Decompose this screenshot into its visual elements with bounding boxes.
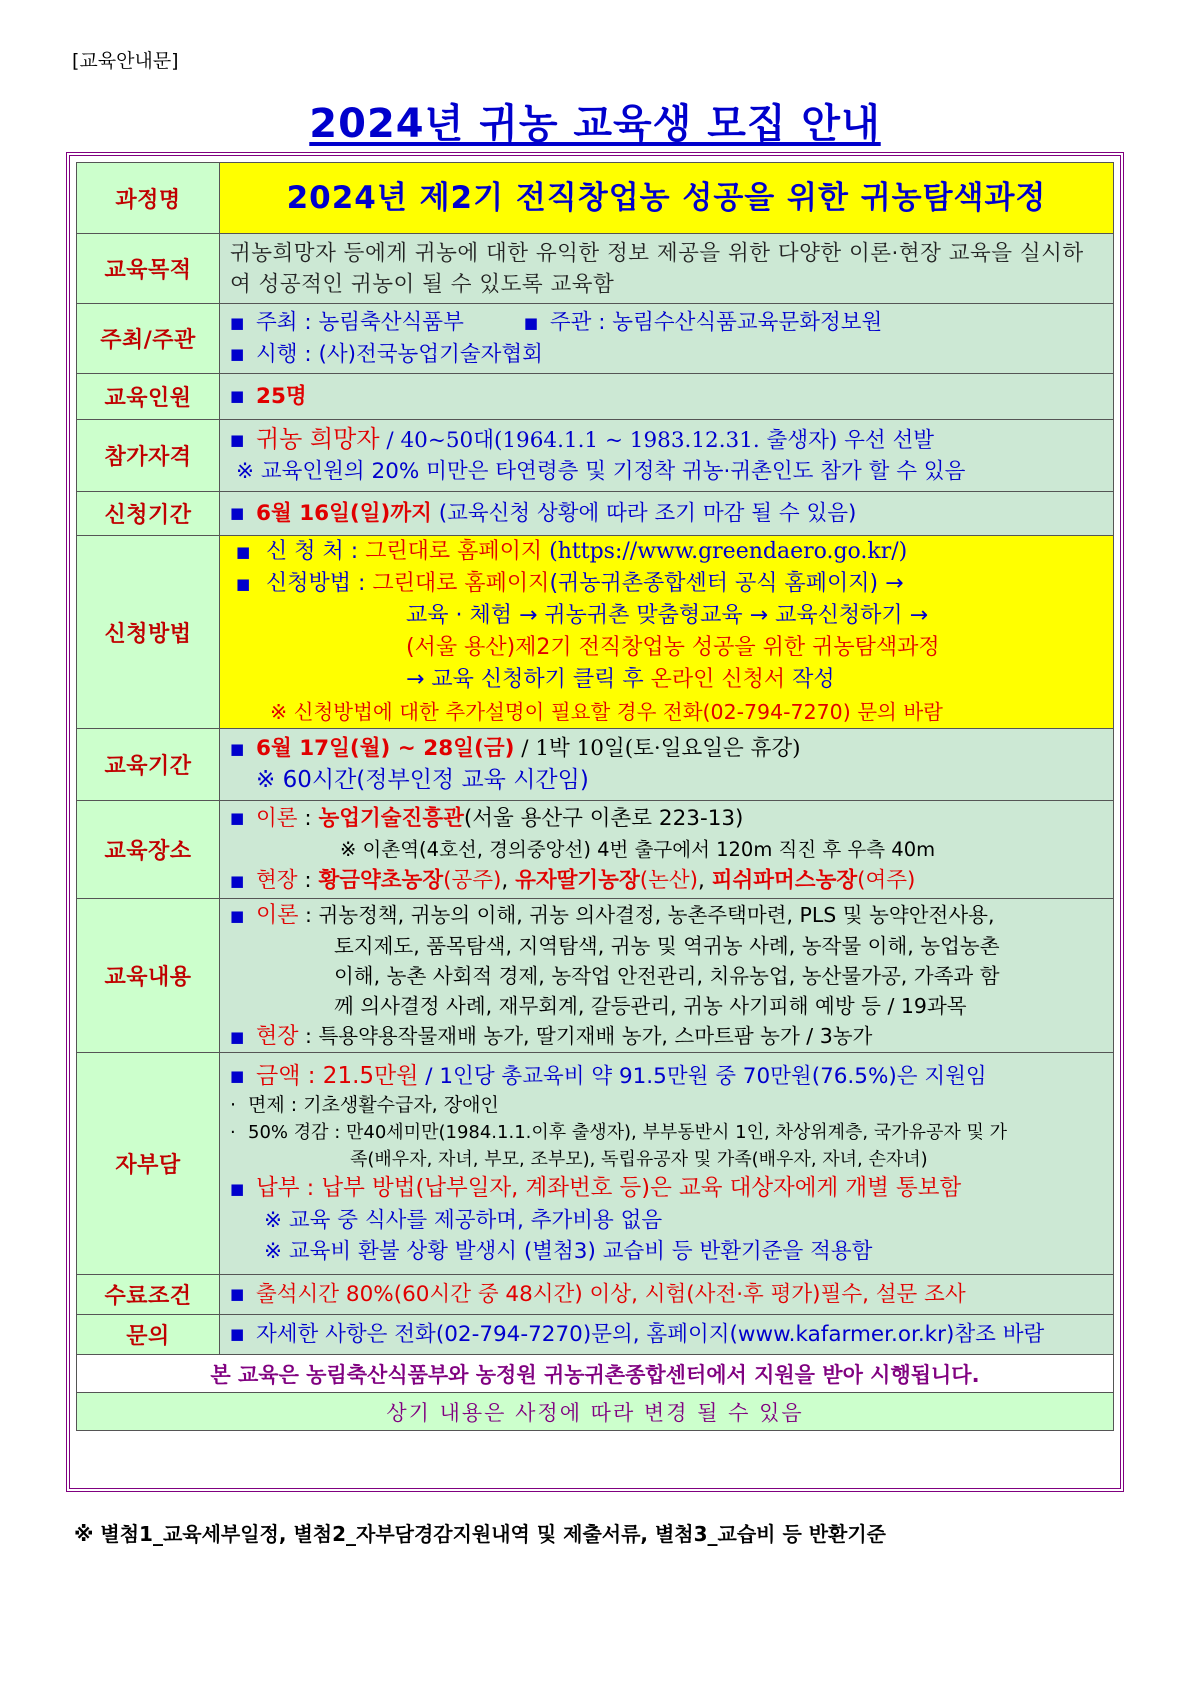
- bullet-square-icon: ■: [230, 504, 245, 523]
- eligibility-info: ■ 귀농 희망자 / 40~50대(1964.1.1 ~ 1983.12.31. 출생자) 우선 선발 ※ 교육인원의 20% 미만은 타연령층 및 기정착 귀농·귀촌인도 참가 할 수 있음: [220, 420, 1114, 492]
- change-notice: 상기 내용은 사정에 따라 변경 될 수 있음: [77, 1393, 1114, 1431]
- bullet-square-icon: ■: [230, 739, 245, 758]
- info-frame: [66, 152, 1124, 1492]
- label-content: 교육내용: [77, 899, 220, 1053]
- label-headcount: 교육인원: [77, 374, 220, 420]
- row-eligibility: [77, 420, 1114, 492]
- bullet-square-icon: ■: [236, 543, 251, 561]
- inquiry-info: ■ 자세한 사항은 전화(02-794-7270)문의, 홈페이지(www.kafarmer.or.kr)참조 바람: [220, 1315, 1114, 1355]
- headcount-value: ■ 25명: [220, 374, 1114, 420]
- row-completion: [77, 1275, 1114, 1315]
- apply-period-info: ■ 6월 16일(일)까지 (교육신청 상황에 따라 조기 마감 될 수 있음): [220, 492, 1114, 536]
- label-eligibility: 참가자격: [77, 420, 220, 492]
- cost-info: ■ 금액 : 21.5만원 / 1인당 총교육비 약 91.5만원 중 70만원(76.5%)은 지원임 · 면제 : 기초생활수급자, 장애인 · 50% 경감 : 만40세미만(1984.1.1.이후 출생자), 부부동반시 1인, 차상위계층, 국가유공자 및 가 족(배우자, 자녀, 부모, 조부모), 독립유공자 및 가족(배우자, 자녀, 손자녀) ■ 납부 : 납부 방법(납부일자, 계좌번호 등)은 교육 대상자에게 개별 통보함 ※ 교육 중 식사를 제공하며, 추가비용 없음 ※ 교육비 환불 상황 발생시 (별첨3) 교습비 등 반환기준을 적용함: [220, 1053, 1114, 1275]
- bullet-square-icon: ■: [230, 431, 245, 450]
- bullet-square-icon: ■: [523, 313, 539, 332]
- course-name: 2024년 제2기 전직창업농 성공을 위한 귀농탐색과정: [220, 163, 1114, 234]
- row-content: [77, 899, 1114, 1053]
- bullet-dot-icon: ·: [230, 1122, 236, 1143]
- row-host: [77, 304, 1114, 374]
- bullet-square-icon: ■: [230, 906, 245, 925]
- label-method: 신청방법: [77, 536, 220, 729]
- row-purpose: [77, 234, 1114, 304]
- bullet-square-icon: ■: [230, 1067, 245, 1085]
- row-apply-period: [77, 492, 1114, 536]
- label-course: 과정명: [77, 163, 220, 234]
- row-notice-change: [77, 1393, 1114, 1431]
- row-inquiry: [77, 1315, 1114, 1355]
- label-inquiry: 문의: [77, 1315, 220, 1355]
- label-cost: 자부담: [77, 1053, 220, 1275]
- purpose-text: 귀농희망자 등에게 귀농에 대한 유익한 정보 제공을 위한 다양한 이론·현장 교육을 실시하여 성공적인 귀농이 될 수 있도록 교육함: [220, 234, 1114, 304]
- content-info: ■ 이론 : 귀농정책, 귀농의 이해, 귀농 의사결정, 농촌주택마련, PLS 및 농약안전사용, 토지제도, 품목탐색, 지역탐색, 귀농 및 역귀농 사례, 농작물 이해, 농업농촌 이해, 농촌 사회적 경제, 농작업 안전관리, 치유농업, 농산물가공, 가족과 함 께 의사결정 사례, 재무회계, 갈등관리, 귀농 사기피해 예방 등 / 19과목 ■ 현장 : 특용약용작물재배 농가, 딸기재배 농가, 스마트팜 농가 / 3농가: [220, 899, 1114, 1053]
- row-cost: [77, 1053, 1114, 1275]
- row-course: [77, 163, 1114, 234]
- bullet-square-icon: ■: [230, 1027, 245, 1046]
- bullet-dot-icon: ·: [230, 1094, 237, 1116]
- bullet-square-icon: ■: [230, 313, 245, 332]
- row-notice-support: [77, 1355, 1114, 1393]
- venue-info: ■ 이론 : 농업기술진흥관(서울 용산구 이촌로 223-13) ※ 이촌역(4호선, 경의중앙선) 4번 출구에서 120m 직진 후 우측 40m ■ 현장 : 황금약초농장(공주), 유자딸기농장(논산), 피쉬파머스농장(여주): [220, 801, 1114, 899]
- label-purpose: 교육목적: [77, 234, 220, 304]
- bullet-square-icon: ■: [230, 1179, 245, 1198]
- bullet-square-icon: ■: [230, 345, 245, 363]
- bullet-square-icon: ■: [230, 1325, 245, 1344]
- host-info: ■ 주최 : 농림축산식품부 ■ 주관 : 농림수산식품교육문화정보원 ■ 시행 : (사)전국농업기술자협회: [220, 304, 1114, 374]
- row-headcount: [77, 374, 1114, 420]
- bullet-square-icon: ■: [230, 387, 245, 406]
- completion-info: ■ 출석시간 80%(60시간 중 48시간) 이상, 시험(사전·후 평가)필수, 설문 조사: [220, 1275, 1114, 1315]
- bullet-square-icon: ■: [230, 871, 245, 890]
- row-edu-period: [77, 729, 1114, 801]
- label-edu-period: 교육기간: [77, 729, 220, 801]
- attachment-note: ※ 별첨1_교육세부일정, 별첨2_자부담경감지원내역 및 제출서류, 별첨3_교습비 등 반환기준: [74, 1522, 887, 1546]
- info-table: [76, 162, 1114, 1431]
- page-title: 2024년 귀농 교육생 모집 안내: [309, 101, 881, 147]
- label-apply-period: 신청기간: [77, 492, 220, 536]
- bullet-square-icon: ■: [236, 575, 251, 593]
- method-info: ■ 신 청 처 : 그린대로 홈페이지 (https://www.greendaero.go.kr/) ■ 신청방법 : 그린대로 홈페이지(귀농귀촌종합센터 공식 홈페이지) → 교육 · 체험 → 귀농귀촌 맞춤형교육 → 교육신청하기 → (서울 용산)제2기 전직창업농 성공을 위한 귀농탐색과정 → 교육 신청하기 클릭 후 온라인 신청서 작성 ※ 신청방법에 대한 추가설명이 필요할 경우 전화(02-794-7270) 문의 바람: [220, 536, 1114, 729]
- bullet-square-icon: ■: [230, 1285, 245, 1304]
- label-completion: 수료조건: [77, 1275, 220, 1315]
- row-venue: [77, 801, 1114, 899]
- row-method: [77, 536, 1114, 729]
- label-venue: 교육장소: [77, 801, 220, 899]
- support-notice: 본 교육은 농림축산식품부와 농정원 귀농귀촌종합센터에서 지원을 받아 시행됩니다.: [77, 1355, 1114, 1393]
- label-host: 주최/주관: [77, 304, 220, 374]
- document-tag: [교육안내문]: [72, 50, 179, 72]
- edu-period-info: ■ 6월 17일(월) ~ 28일(금) / 1박 10일(토·일요일은 휴강) ※ 60시간(정부인정 교육 시간임): [220, 729, 1114, 801]
- bullet-square-icon: ■: [230, 809, 245, 827]
